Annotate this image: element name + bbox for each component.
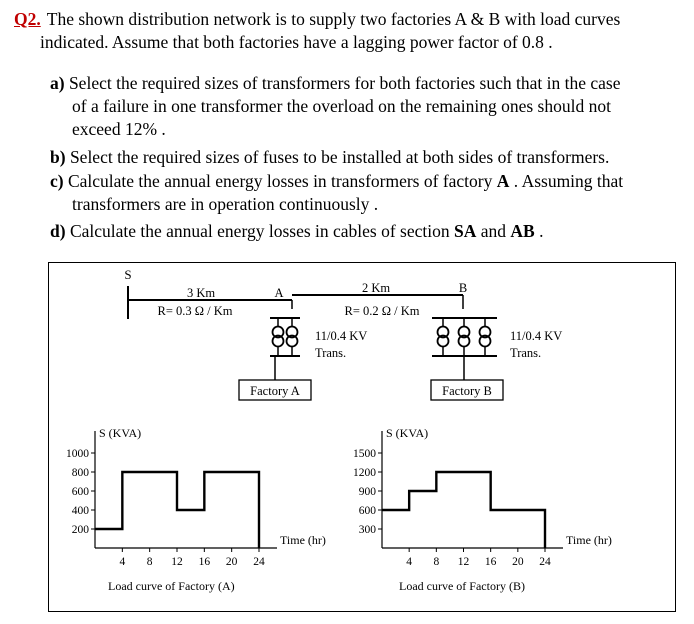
network-diagram: [124, 267, 497, 380]
chart-b-y-tick-label-0: 300: [358, 524, 376, 536]
part-a-line-1: Select the required sizes of transformers for both factories such that in the case: [64, 73, 621, 93]
node-a-label: A: [274, 286, 284, 300]
factory-b-label: Factory B: [442, 384, 492, 398]
figure-frame: [48, 262, 676, 612]
chart-a-load-curve: [95, 472, 259, 548]
trans-b-label: Trans.: [510, 346, 542, 360]
ab-length: 2 Km: [361, 281, 391, 295]
part-a: [50, 72, 680, 141]
trans-a-label: Trans.: [315, 346, 347, 360]
chart-b-x-tick-label-3: 16: [484, 556, 497, 568]
part-a-label: a): [50, 73, 65, 93]
chart-a-x-tick-label-1: 8: [146, 556, 153, 568]
chart-b-y-tick-label-3: 1200: [353, 467, 376, 479]
part-b-line-1: Select the required sizes of fuses to be installed at both sides of transformers.: [65, 147, 610, 167]
intro-line-1: The shown distribution network is to supply two factories A & B with load curves: [46, 9, 621, 29]
chart-b-y-label: S (KVA): [386, 426, 429, 440]
chart-b-x-tick-label-1: 8: [433, 556, 440, 568]
source-label: S: [124, 267, 132, 282]
part-c-factory: A: [496, 171, 510, 191]
chart-a-title: Load curve of Factory (A): [108, 579, 235, 593]
part-c: [50, 170, 680, 216]
figure-svg: [49, 263, 675, 611]
question-intro: [14, 8, 684, 31]
part-c-line-1-pre: Calculate the annual energy losses in transformers of factory: [63, 171, 497, 191]
part-d-mid: and: [476, 221, 511, 241]
trans-a-rating: 11/0.4 KV: [315, 329, 368, 343]
part-a-line-3: exceed 12% .: [72, 119, 166, 139]
sa-resistance: R= 0.3 Ω / Km: [157, 304, 233, 318]
chart-b-y-tick-label-4: 1500: [353, 448, 376, 460]
intro-line-2: indicated. Assume that both factories have a lagging power factor of 0.8 .: [40, 32, 553, 52]
part-b-label: b): [50, 147, 66, 167]
chart-b-x-tick-label-0: 4: [406, 556, 413, 568]
part-d-line-1-pre: Calculate the annual energy losses in cables of section: [65, 221, 455, 241]
part-a-line-2: of a failure in one transformer the overload on the remaining ones should not: [72, 96, 611, 116]
chart-b-title: Load curve of Factory (B): [399, 579, 525, 593]
chart-a-y-tick-label-3: 800: [71, 467, 89, 479]
question-number: Q2.: [14, 9, 41, 29]
chart-a-y-tick-label-2: 600: [71, 486, 89, 498]
chart-b-x-tick-label-5: 24: [539, 556, 551, 568]
chart-a-x-tick-label-3: 16: [198, 556, 211, 568]
chart-a-x-tick-label-2: 12: [171, 556, 183, 568]
factory-a-label: Factory A: [250, 384, 300, 398]
trans-b-rating: 11/0.4 KV: [510, 329, 563, 343]
chart-b-x-tick-label-4: 20: [512, 556, 524, 568]
ab-resistance: R= 0.2 Ω / Km: [344, 304, 420, 318]
node-b-label: B: [458, 281, 468, 295]
chart-b-x-label: Time (hr): [566, 533, 612, 547]
chart-a-y-tick-label-1: 400: [71, 505, 89, 517]
part-c-line-2: transformers are in operation continuously .: [72, 194, 379, 214]
chart-a-y-tick-label-4: 1000: [66, 448, 89, 460]
part-b: [50, 146, 680, 169]
chart-b-load-curve: [382, 472, 545, 548]
part-d: [50, 220, 680, 243]
chart-factory-b: [353, 426, 612, 593]
part-d-section-sa: SA: [454, 221, 477, 241]
part-d-label: d): [50, 221, 66, 241]
part-c-line-1-post: . Assuming that: [509, 171, 624, 191]
sa-length: 3 Km: [186, 286, 216, 300]
chart-b-y-tick-label-2: 900: [358, 486, 376, 498]
chart-a-x-tick-label-5: 24: [253, 556, 265, 568]
part-d-post: .: [534, 221, 544, 241]
chart-factory-a: [66, 426, 326, 593]
transformer-group: [273, 318, 491, 356]
chart-a-y-tick-label-0: 200: [71, 524, 89, 536]
part-c-label: c): [50, 171, 64, 191]
chart-a-x-tick-label-4: 20: [225, 556, 238, 568]
chart-b-y-tick-label-1: 600: [358, 505, 376, 517]
chart-a-x-tick-label-0: 4: [119, 556, 126, 568]
chart-a-y-label: S (KVA): [99, 426, 142, 440]
chart-a-x-label: Time (hr): [280, 533, 326, 547]
part-d-section-ab: AB: [510, 221, 535, 241]
chart-b-x-tick-label-2: 12: [457, 556, 470, 568]
